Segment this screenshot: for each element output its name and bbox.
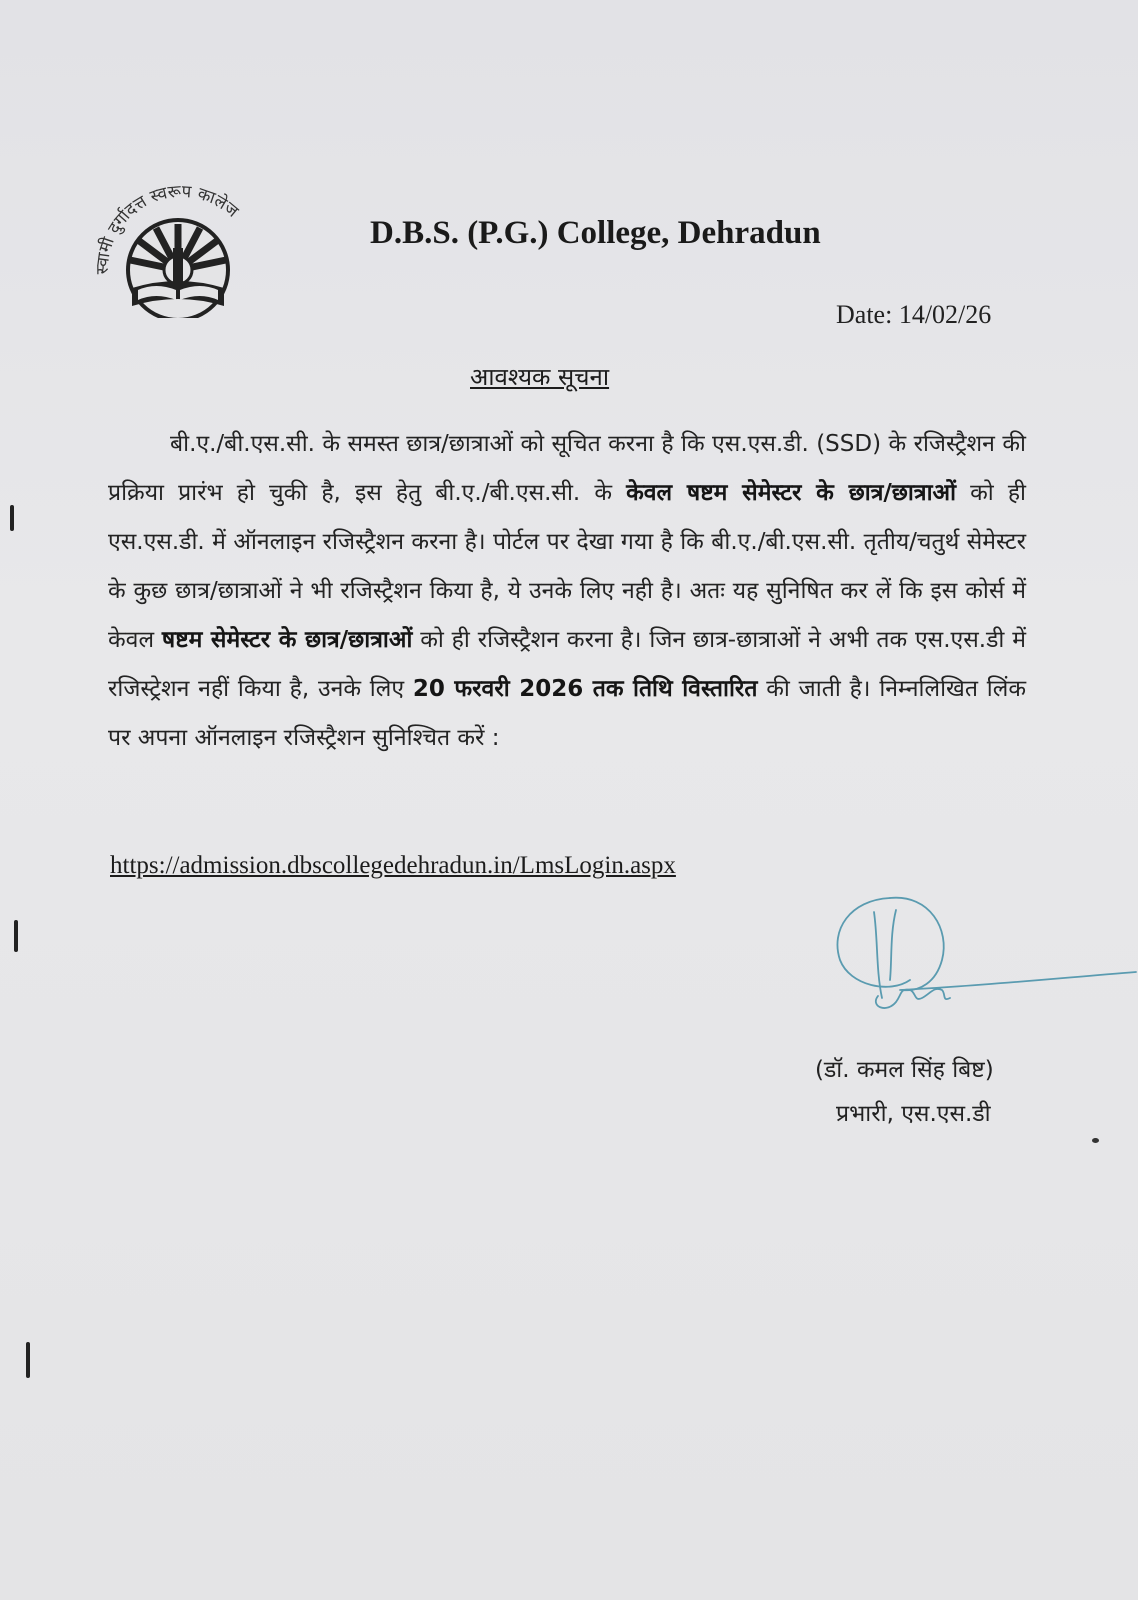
- body-segment-bold: 20 फरवरी 2026 तक तिथि विस्तारित: [412, 676, 758, 702]
- registration-link[interactable]: https://admission.dbscollegedehradun.in/LmsLogin.aspx: [110, 852, 676, 879]
- body-segment-bold: केवल षष्टम सेमेस्टर के छात्र/छात्राओं: [626, 480, 957, 506]
- date-label: Date:: [836, 300, 893, 329]
- college-logo: [78, 178, 278, 318]
- ink-dot: [1092, 1138, 1099, 1143]
- logo-text: स्वामी दुर्गादत्त स्वरूप कालेज: [92, 181, 243, 275]
- notice-title: आवश्यक सूचना: [470, 363, 610, 391]
- page-edge-mark: [14, 920, 18, 952]
- body-segment: को ही रजिस्ट्रैशन करना है। जिन छात्र-छात्राओं ने अभी तक एस.एस.डी में रजिस्ट्रेशन नहीं किया है, उनके लिए: [108, 627, 1026, 702]
- date-value: 14/02/26: [898, 300, 992, 329]
- handwritten-signature: [830, 890, 1138, 1040]
- page-edge-mark: [10, 505, 14, 531]
- notice-date: [836, 300, 991, 330]
- body-segment: बी.ए./बी.एस.सी. के समस्त छात्र/छात्राओं को सूचित करना है कि एस.एस.डी. (SSD) के रजिस्ट्रैशन की प्रक्रिया प्रारंभ हो चुकी है, इस हेतु बी.ए./बी.एस.सी. के: [108, 431, 1026, 506]
- page-edge-mark: [26, 1342, 30, 1378]
- body-segment: की जाती है। निम्नलिखित लिंक पर अपना ऑनलाइन रजिस्ट्रैशन सुनिश्चित करें :: [108, 676, 1027, 751]
- college-name: D.B.S. (P.G.) College, Dehradun: [370, 215, 821, 251]
- signatory-role: प्रभारी, एस.एस.डी: [836, 1101, 991, 1127]
- notice-body: [108, 420, 1026, 763]
- body-segment-bold: षष्टम सेमेस्टर के छात्र/छात्राओं: [161, 627, 413, 653]
- body-segment: को ही एस.एस.डी. में ऑनलाइन रजिस्ट्रैशन करना है। पोर्टल पर देखा गया है कि बी.ए./बी.एस.सी. तृतीय/चतुर्थ सेमेस्टर के कुछ छात्र/छात्राओं ने भी रजिस्ट्रैशन किया है, ये उनके लिए नही है। अतः यह सुनिषित कर लें कि इस कोर्स में केवल: [108, 480, 1026, 653]
- signatory-name: (डॉ. कमल सिंह बिष्ट): [815, 1057, 994, 1083]
